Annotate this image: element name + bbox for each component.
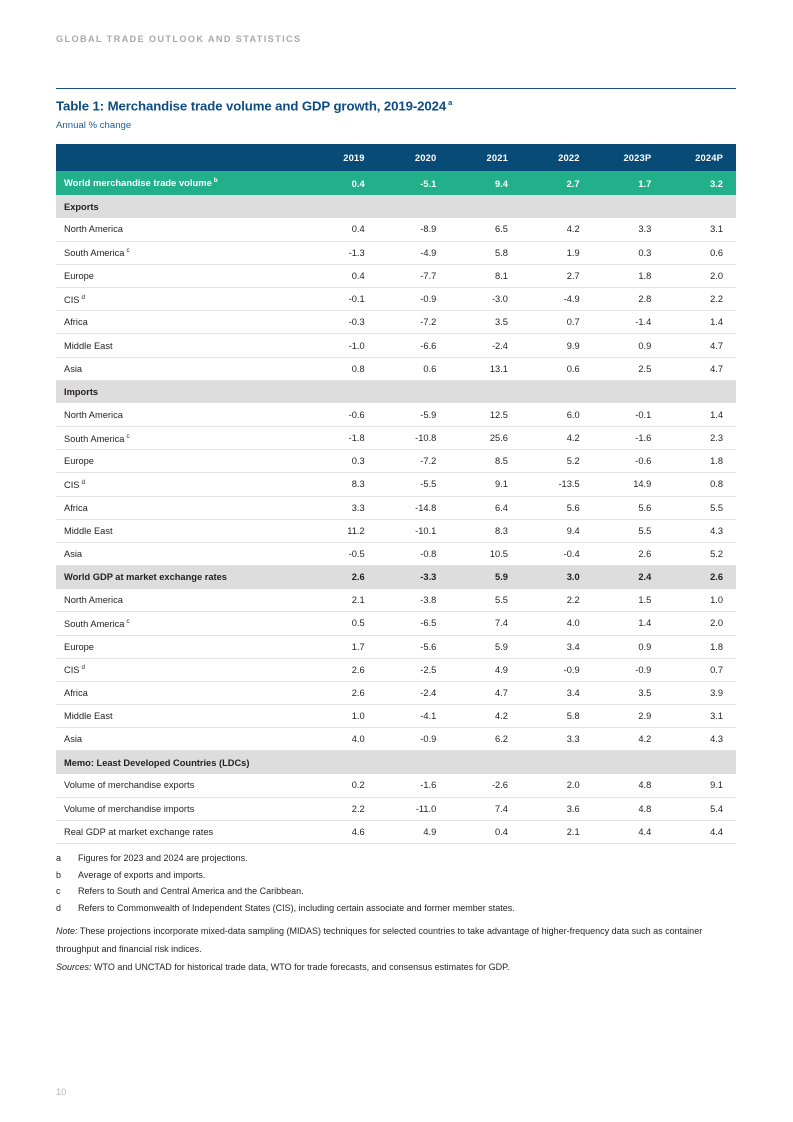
note-label: Note: xyxy=(56,926,78,936)
running-head: GLOBAL TRADE OUTLOOK AND STATISTICS xyxy=(56,34,302,44)
table-row xyxy=(56,658,736,681)
section-header-value-6 xyxy=(664,751,736,774)
row-value-3: 8.1 xyxy=(449,264,521,287)
row-value-2: -6.6 xyxy=(378,334,450,357)
row-value-5: 0.9 xyxy=(593,334,665,357)
row-label: CIS $^d$ xyxy=(56,288,306,311)
row-value-2: -0.8 xyxy=(378,542,450,565)
row-value-3: 4.9 xyxy=(449,658,521,681)
row-value-2: -14.8 xyxy=(378,496,450,519)
row-value-4: 3.3 xyxy=(521,728,593,751)
row-value-3: 9.1 xyxy=(449,473,521,496)
row-label: Asia xyxy=(56,357,306,380)
row-value-2: -10.8 xyxy=(378,427,450,450)
section-header-value-3 xyxy=(449,195,521,218)
row-value-5: -0.6 xyxy=(593,450,665,473)
row-value-5: 5.6 xyxy=(593,496,665,519)
row-label: South America $^c$ xyxy=(56,241,306,264)
row-value-1: -0.1 xyxy=(306,288,378,311)
row-value-1: 1.7 xyxy=(306,635,378,658)
footnote-marker: d xyxy=(81,293,85,301)
row-value-5: 2.8 xyxy=(593,288,665,311)
table-row xyxy=(56,612,736,635)
row-value-3: 6.2 xyxy=(449,728,521,751)
column-header-label xyxy=(56,144,306,171)
column-header-2024p: 2024P xyxy=(695,152,723,163)
row-value-3: -2.4 xyxy=(449,334,521,357)
row-value-5: 2.5 xyxy=(593,357,665,380)
row-value-3: 6.4 xyxy=(449,496,521,519)
row-value-3: 7.4 xyxy=(449,797,521,820)
row-value-3: 0.4 xyxy=(449,820,521,843)
row-value-5: 2.9 xyxy=(593,705,665,728)
row-label: North America xyxy=(56,218,306,241)
row-value-1: -0.5 xyxy=(306,542,378,565)
row-label: Africa xyxy=(56,311,306,334)
row-value-1: 2.6 xyxy=(306,681,378,704)
row-label: Africa xyxy=(56,681,306,704)
row-value-1: 2.2 xyxy=(306,797,378,820)
world-trade-volume-value-6: 3.2 xyxy=(709,177,723,189)
row-label: Middle East xyxy=(56,334,306,357)
section-header-value-3 xyxy=(449,751,521,774)
table-row xyxy=(56,218,736,241)
row-value-6: 1.8 xyxy=(664,450,736,473)
world-trade-volume-value-4: 2.7 xyxy=(566,177,580,189)
row-value-2: -7.7 xyxy=(378,264,450,287)
row-value-6: 3.1 xyxy=(664,705,736,728)
row-value-6: 0.7 xyxy=(664,658,736,681)
row-value-2: -5.9 xyxy=(378,403,450,426)
row-label: South America $^c$ xyxy=(56,612,306,635)
row-value-1: 1.0 xyxy=(306,705,378,728)
row-value-6: 1.0 xyxy=(664,589,736,612)
row-label: Volume of merchandise imports xyxy=(56,797,306,820)
footnote-marker: d xyxy=(81,664,85,672)
table-row xyxy=(56,264,736,287)
row-value-4: 9.4 xyxy=(521,519,593,542)
table-row xyxy=(56,774,736,797)
section-header-value-1: 2.6 xyxy=(351,572,365,583)
row-value-5: -1.4 xyxy=(593,311,665,334)
row-label: Real GDP at market exchange rates xyxy=(56,820,306,843)
row-value-1: -1.3 xyxy=(306,241,378,264)
row-value-6: 2.0 xyxy=(664,264,736,287)
footnote-marker: c xyxy=(126,617,130,625)
footnote-item xyxy=(56,867,746,884)
table-body xyxy=(56,171,736,844)
row-label: Asia xyxy=(56,542,306,565)
row-value-6: 1.4 xyxy=(664,311,736,334)
row-value-6: 4.7 xyxy=(664,357,736,380)
footnotes-list xyxy=(56,850,746,916)
row-value-6: 0.8 xyxy=(664,473,736,496)
row-value-4: 2.0 xyxy=(521,774,593,797)
row-label: CIS $^d$ xyxy=(56,473,306,496)
row-value-4: 4.2 xyxy=(521,427,593,450)
row-label: Europe xyxy=(56,450,306,473)
row-value-3: 4.2 xyxy=(449,705,521,728)
table-row xyxy=(56,311,736,334)
section-header-value-6 xyxy=(664,380,736,403)
row-value-2: 0.6 xyxy=(378,357,450,380)
row-value-5: 1.5 xyxy=(593,589,665,612)
footnote-key: b xyxy=(56,869,62,880)
row-value-5: 1.4 xyxy=(593,612,665,635)
world-trade-volume-value-2: -5.1 xyxy=(420,177,437,189)
section-header-value-4: 3.0 xyxy=(566,572,580,583)
footnote-key: c xyxy=(56,886,61,896)
column-header-2022: 2022 xyxy=(558,152,580,163)
table-row xyxy=(56,542,736,565)
row-label: South America $^c$ xyxy=(56,427,306,450)
footnote-key: a xyxy=(56,853,62,863)
row-value-3: 12.5 xyxy=(449,403,521,426)
row-value-6: 5.2 xyxy=(664,542,736,565)
row-value-5: 5.5 xyxy=(593,519,665,542)
section-header-value-2 xyxy=(378,195,450,218)
row-value-4: 3.4 xyxy=(521,635,593,658)
row-value-5: -0.1 xyxy=(593,403,665,426)
section-header-label: Imports xyxy=(64,387,99,398)
table-row xyxy=(56,797,736,820)
table-row xyxy=(56,473,736,496)
row-value-4: 2.1 xyxy=(521,820,593,843)
table-head xyxy=(56,144,736,171)
world-trade-volume-row xyxy=(56,171,736,195)
row-value-4: -0.9 xyxy=(521,658,593,681)
row-value-2: -4.9 xyxy=(378,241,450,264)
row-value-5: 3.5 xyxy=(593,681,665,704)
section-header-value-6: 2.6 xyxy=(710,572,723,583)
row-label: CIS $^d$ xyxy=(56,658,306,681)
table-row xyxy=(56,357,736,380)
row-value-5: 4.4 xyxy=(593,820,665,843)
row-value-1: -0.3 xyxy=(306,311,378,334)
sources-paragraph xyxy=(56,958,746,976)
row-value-5: 0.9 xyxy=(593,635,665,658)
row-value-3: 8.5 xyxy=(449,450,521,473)
section-header-label: World GDP at market exchange rates xyxy=(64,572,227,583)
row-value-3: 4.7 xyxy=(449,681,521,704)
section-header-value-1 xyxy=(306,195,378,218)
row-value-1: 11.2 xyxy=(306,519,378,542)
footnote-marker: c xyxy=(126,432,130,440)
row-label: North America xyxy=(56,589,306,612)
row-value-3: 5.5 xyxy=(449,589,521,612)
row-value-3: 25.6 xyxy=(449,427,521,450)
section-header-label: Exports xyxy=(64,201,99,212)
column-header-2021: 2021 xyxy=(486,152,508,163)
sources-label: Sources: xyxy=(56,962,92,972)
row-value-6: 3.9 xyxy=(664,681,736,704)
row-value-4: 3.6 xyxy=(521,797,593,820)
table-row xyxy=(56,681,736,704)
row-value-3: 5.8 xyxy=(449,241,521,264)
row-value-6: 1.8 xyxy=(664,635,736,658)
row-value-2: -2.5 xyxy=(378,658,450,681)
table-row xyxy=(56,589,736,612)
footnote-marker: d xyxy=(81,478,85,486)
section-header-value-6 xyxy=(664,195,736,218)
row-value-5: 3.3 xyxy=(593,218,665,241)
row-value-4: 6.0 xyxy=(521,403,593,426)
world-trade-volume-value-3: 9.4 xyxy=(494,177,508,189)
row-value-1: 0.4 xyxy=(306,264,378,287)
section-header-row xyxy=(56,195,736,218)
page-title xyxy=(56,98,452,113)
row-value-1: -1.8 xyxy=(306,427,378,450)
row-label: Europe xyxy=(56,635,306,658)
section-header-value-5 xyxy=(593,751,665,774)
row-value-1: 8.3 xyxy=(306,473,378,496)
section-header-value-4 xyxy=(521,380,593,403)
section-header-value-3: 5.9 xyxy=(495,572,508,583)
row-value-4: 3.4 xyxy=(521,681,593,704)
row-value-3: 5.9 xyxy=(449,635,521,658)
row-value-4: -4.9 xyxy=(521,288,593,311)
row-value-2: -11.0 xyxy=(378,797,450,820)
trade-statistics-table xyxy=(56,144,736,844)
section-header-value-2 xyxy=(378,751,450,774)
row-value-2: -2.4 xyxy=(378,681,450,704)
footnote-item xyxy=(56,883,746,900)
section-header-value-2 xyxy=(378,380,450,403)
page-title-superscript: a xyxy=(448,98,453,107)
section-header-value-1 xyxy=(306,751,378,774)
row-value-6: 4.4 xyxy=(664,820,736,843)
row-value-6: 2.0 xyxy=(664,612,736,635)
note-text: These projections incorporate mixed-data sampling (MIDAS) techniques for selected countries to take advantage of higher-frequency data such as container throughput and financial risk indices. xyxy=(56,926,703,954)
title-divider xyxy=(56,88,736,89)
row-value-1: -0.6 xyxy=(306,403,378,426)
footnote-key: d xyxy=(56,902,62,913)
column-header-2023p: 2023P xyxy=(623,152,652,163)
row-value-3: 6.5 xyxy=(449,218,521,241)
section-header-value-5 xyxy=(593,195,665,218)
row-value-2: -0.9 xyxy=(378,728,450,751)
page-number: 10 xyxy=(56,1087,67,1097)
table-header-row xyxy=(56,144,736,171)
row-label: Middle East xyxy=(56,705,306,728)
row-value-1: -1.0 xyxy=(306,334,378,357)
row-value-2: -7.2 xyxy=(378,450,450,473)
row-value-4: 9.9 xyxy=(521,334,593,357)
row-value-2: -5.6 xyxy=(378,635,450,658)
column-header-2019: 2019 xyxy=(343,152,365,163)
row-value-1: 4.6 xyxy=(306,820,378,843)
row-value-2: -10.1 xyxy=(378,519,450,542)
section-header-row xyxy=(56,751,736,774)
row-value-5: 4.8 xyxy=(593,797,665,820)
row-value-6: 0.6 xyxy=(664,241,736,264)
row-value-6: 2.2 xyxy=(664,288,736,311)
table-row xyxy=(56,403,736,426)
section-header-value-5 xyxy=(593,380,665,403)
row-label: Volume of merchandise exports xyxy=(56,774,306,797)
section-header-value-1 xyxy=(306,380,378,403)
row-value-5: 14.9 xyxy=(593,473,665,496)
row-label: Africa xyxy=(56,496,306,519)
section-header-value-4 xyxy=(521,751,593,774)
row-value-4: 4.0 xyxy=(521,612,593,635)
column-header-2020: 2020 xyxy=(414,152,437,163)
section-header-row xyxy=(56,380,736,403)
row-value-5: -1.6 xyxy=(593,427,665,450)
world-trade-volume-label: World merchandise trade volume $^b$ xyxy=(64,177,218,189)
row-value-5: 1.8 xyxy=(593,264,665,287)
table-subtitle: Annual % change xyxy=(56,120,132,131)
row-value-5: 2.6 xyxy=(593,542,665,565)
table-row xyxy=(56,705,736,728)
row-value-5: 0.3 xyxy=(593,241,665,264)
page-title-text: Table 1: Merchandise trade volume and GDP growth, 2019-2024 xyxy=(56,98,447,114)
row-value-1: 2.6 xyxy=(306,658,378,681)
row-value-6: 5.4 xyxy=(664,797,736,820)
section-header-label: Memo: Least Developed Countries (LDCs) xyxy=(64,757,250,768)
row-value-4: 1.9 xyxy=(521,241,593,264)
row-label: Middle East xyxy=(56,519,306,542)
row-value-1: 3.3 xyxy=(306,496,378,519)
row-value-2: -1.6 xyxy=(378,774,450,797)
world-trade-volume-value-5: 1.7 xyxy=(638,177,652,189)
row-value-4: 0.7 xyxy=(521,311,593,334)
row-value-6: 2.3 xyxy=(664,427,736,450)
row-value-1: 4.0 xyxy=(306,728,378,751)
row-value-3: 13.1 xyxy=(449,357,521,380)
footnote-text: Average of exports and imports. xyxy=(78,869,206,880)
row-value-2: -8.9 xyxy=(378,218,450,241)
row-value-2: -4.1 xyxy=(378,705,450,728)
row-value-4: 0.6 xyxy=(521,357,593,380)
row-value-6: 4.7 xyxy=(664,334,736,357)
row-label: Asia xyxy=(56,728,306,751)
row-value-4: 2.2 xyxy=(521,589,593,612)
sources-text: WTO and UNCTAD for historical trade data, WTO for trade forecasts, and consensus estimates for GDP. xyxy=(91,962,510,972)
table-row xyxy=(56,288,736,311)
section-header-value-4 xyxy=(521,195,593,218)
row-value-5: 4.2 xyxy=(593,728,665,751)
footnote-marker: c xyxy=(126,247,130,255)
row-value-2: -6.5 xyxy=(378,612,450,635)
row-value-2: -7.2 xyxy=(378,311,450,334)
row-value-3: 8.3 xyxy=(449,519,521,542)
row-value-4: 5.2 xyxy=(521,450,593,473)
row-value-1: 0.2 xyxy=(306,774,378,797)
footnote-text: Refers to Commonwealth of Independent States (CIS), including certain associate and former member states. xyxy=(78,902,515,913)
row-value-2: -5.5 xyxy=(378,473,450,496)
row-value-5: 4.8 xyxy=(593,774,665,797)
row-value-3: 10.5 xyxy=(449,542,521,565)
footnote-text: Refers to South and Central America and the Caribbean. xyxy=(78,886,304,896)
row-value-6: 4.3 xyxy=(664,519,736,542)
table-row xyxy=(56,450,736,473)
row-value-6: 4.3 xyxy=(664,728,736,751)
row-value-1: 2.1 xyxy=(306,589,378,612)
row-value-1: 0.5 xyxy=(306,612,378,635)
table-row xyxy=(56,496,736,519)
row-value-1: 0.4 xyxy=(306,218,378,241)
row-value-3: 7.4 xyxy=(449,612,521,635)
row-value-2: 4.9 xyxy=(378,820,450,843)
row-value-4: 5.8 xyxy=(521,705,593,728)
section-header-row xyxy=(56,566,736,589)
row-value-3: -2.6 xyxy=(449,774,521,797)
row-value-6: 1.4 xyxy=(664,403,736,426)
notes-block xyxy=(56,922,746,985)
row-value-4: 5.6 xyxy=(521,496,593,519)
table-row xyxy=(56,820,736,843)
row-value-4: 4.2 xyxy=(521,218,593,241)
row-value-1: 0.8 xyxy=(306,357,378,380)
footnote-item xyxy=(56,850,746,867)
section-header-value-3 xyxy=(449,380,521,403)
row-label: Europe xyxy=(56,264,306,287)
table-row xyxy=(56,519,736,542)
row-label: North America xyxy=(56,403,306,426)
row-value-3: 3.5 xyxy=(449,311,521,334)
section-header-value-5: 2.4 xyxy=(638,572,652,583)
row-value-4: -0.4 xyxy=(521,542,593,565)
note-paragraph xyxy=(56,922,746,958)
row-value-5: -0.9 xyxy=(593,658,665,681)
row-value-6: 5.5 xyxy=(664,496,736,519)
row-value-2: -3.8 xyxy=(378,589,450,612)
world-trade-volume-value-1: 0.4 xyxy=(351,177,365,189)
table-row xyxy=(56,728,736,751)
footnote-item xyxy=(56,900,746,917)
row-value-6: 9.1 xyxy=(664,774,736,797)
table-row xyxy=(56,241,736,264)
row-value-2: -0.9 xyxy=(378,288,450,311)
table-row xyxy=(56,635,736,658)
row-value-4: -13.5 xyxy=(521,473,593,496)
footnote-text: Figures for 2023 and 2024 are projections. xyxy=(78,853,248,863)
row-value-4: 2.7 xyxy=(521,264,593,287)
table-row xyxy=(56,427,736,450)
row-value-1: 0.3 xyxy=(306,450,378,473)
section-header-value-2: -3.3 xyxy=(420,572,437,583)
footnote-marker: b xyxy=(213,177,218,185)
table-row xyxy=(56,334,736,357)
row-value-3: -3.0 xyxy=(449,288,521,311)
row-value-6: 3.1 xyxy=(664,218,736,241)
